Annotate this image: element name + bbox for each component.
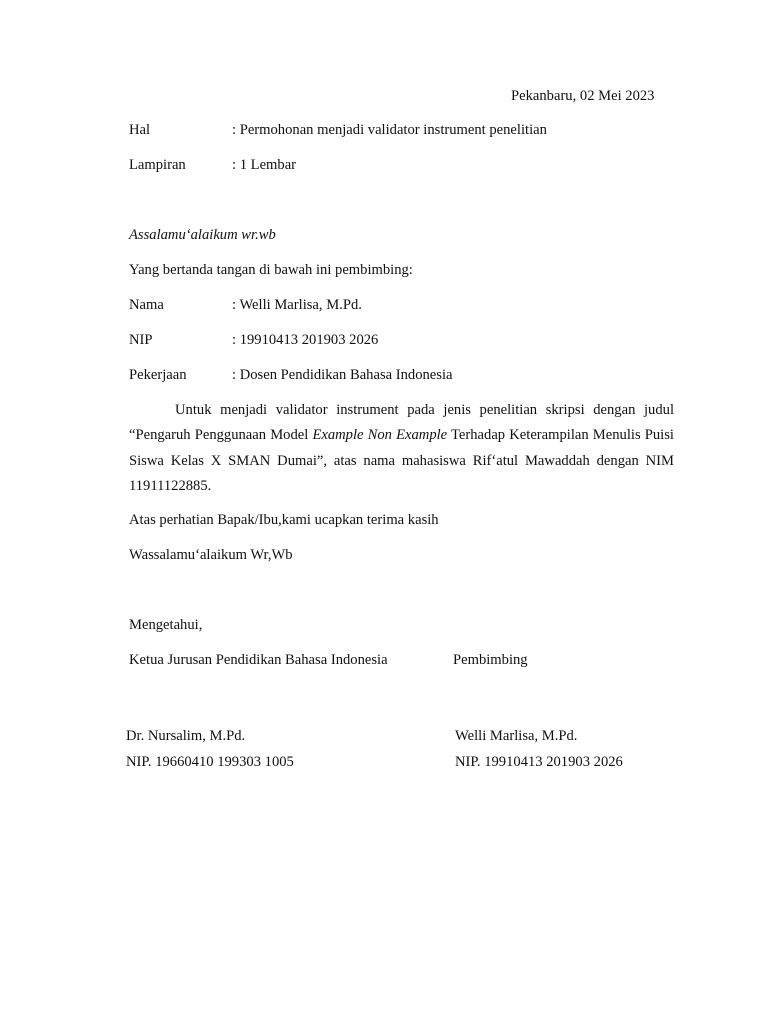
lampiran-label: Lampiran bbox=[129, 157, 186, 173]
nip-label: NIP bbox=[129, 332, 153, 348]
hal-value: : Permohonan menjadi validator instrument penelitian bbox=[232, 122, 547, 138]
body-text-part1: Untuk menjadi validator instrument pada jenis penelitian skripsi dengan judul “Pengaruh Penggunaan Model bbox=[129, 402, 674, 444]
right-signatory-name: Welli Marlisa, M.Pd. bbox=[455, 728, 578, 744]
nama-label: Nama bbox=[129, 297, 164, 313]
closing-text: Wassalamu‘alaikum Wr,Wb bbox=[129, 547, 293, 563]
pekerjaan-value: : Dosen Pendidikan Bahasa Indonesia bbox=[232, 367, 453, 383]
body-paragraph bbox=[129, 398, 674, 499]
right-signatory-nip: NIP. 19910413 201903 2026 bbox=[455, 754, 623, 770]
lampiran-value: : 1 Lembar bbox=[232, 157, 297, 173]
left-signatory-role: Ketua Jurusan Pendidikan Bahasa Indonesia bbox=[129, 652, 388, 668]
mengetahui-text: Mengetahui, bbox=[129, 617, 203, 633]
intro-text: Yang bertanda tangan di bawah ini pembimbing: bbox=[129, 262, 413, 278]
hal-label: Hal bbox=[129, 122, 151, 138]
left-signatory-nip: NIP. 19660410 199303 1005 bbox=[126, 754, 294, 770]
nama-value: : Welli Marlisa, M.Pd. bbox=[232, 297, 362, 313]
right-signatory-role: Pembimbing bbox=[453, 652, 528, 668]
left-signatory-name: Dr. Nursalim, M.Pd. bbox=[126, 728, 246, 744]
body-text-italic: Example Non Example bbox=[312, 427, 448, 444]
greeting: Assalamu‘alaikum wr.wb bbox=[129, 227, 276, 243]
thanks-text: Atas perhatian Bapak/Ibu,kami ucapkan terima kasih bbox=[129, 512, 439, 528]
body-text-part2: Terhadap Keterampilan Menulis Puisi Siswa Kelas X SMAN Dumai”, atas nama mahasiswa Rif‘atul Mawaddah dengan NIM 11911122885. bbox=[129, 427, 674, 494]
place-date: Pekanbaru, 02 Mei 2023 bbox=[511, 88, 655, 104]
pekerjaan-label: Pekerjaan bbox=[129, 367, 187, 383]
nip-value: : 19910413 201903 2026 bbox=[232, 332, 379, 348]
